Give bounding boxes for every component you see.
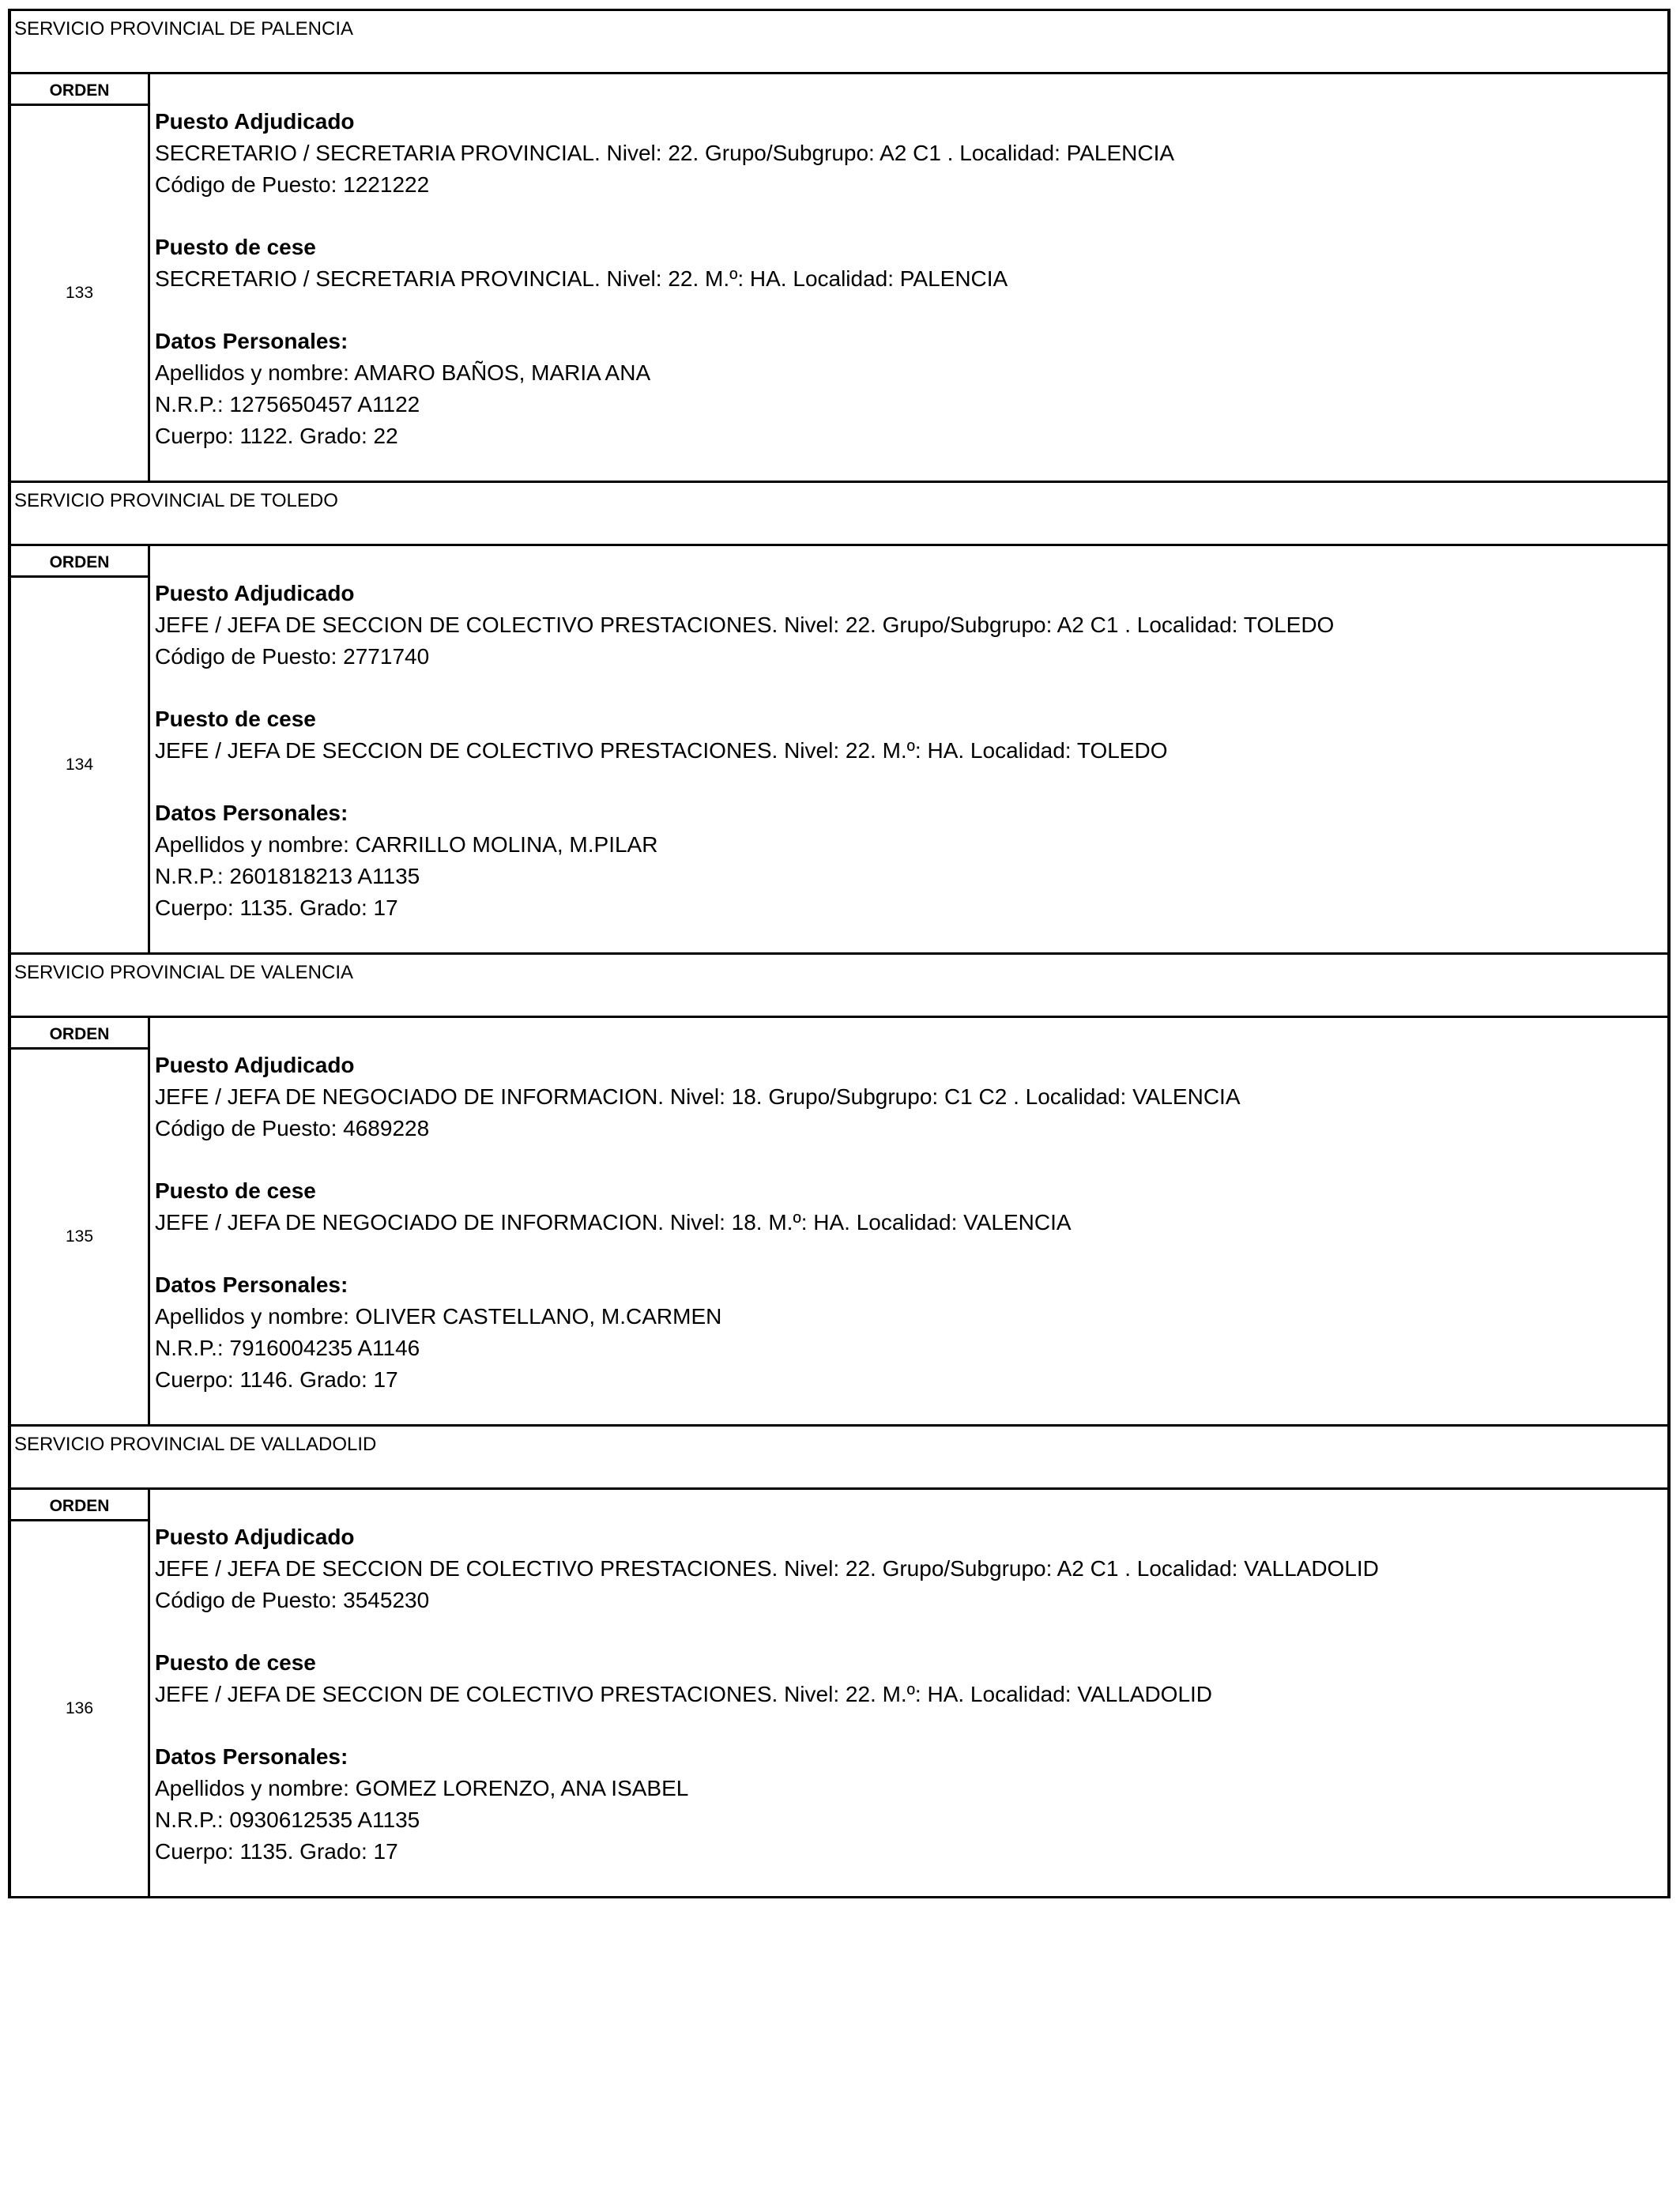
puesto-cese-line: JEFE / JEFA DE NEGOCIADO DE INFORMACION. Nivel: 18. M.º: HA. Localidad: VALENCIA [155,1210,1072,1235]
puesto-adjudicado-line: JEFE / JEFA DE SECCION DE COLECTIVO PRESTACIONES. Nivel: 22. Grupo/Subgrupo: A2 C1 . Localidad: TOLEDO [155,613,1335,637]
entry-row [11,1018,1667,1427]
orden-number: 135 [65,1227,94,1246]
entry-content [155,578,1659,924]
datos-personales-heading: Datos Personales: [155,801,348,825]
orden-number: 134 [65,756,94,774]
entry-content [155,1521,1659,1868]
cuerpo-line: Cuerpo: 1135. Grado: 17 [155,895,398,920]
cuerpo-line: Cuerpo: 1146. Grado: 17 [155,1367,398,1392]
puesto-cese-heading: Puesto de cese [155,1650,316,1675]
puesto-adjudicado-heading: Puesto Adjudicado [155,1525,355,1549]
entry-content [155,106,1659,452]
section-toledo [11,483,1667,955]
puesto-adjudicado-heading: Puesto Adjudicado [155,581,355,605]
orden-column [11,74,150,481]
orden-number: 133 [65,284,94,302]
orden-header: ORDEN [11,1018,148,1050]
puesto-cese-line: JEFE / JEFA DE SECCION DE COLECTIVO PRESTACIONES. Nivel: 22. M.º: HA. Localidad: TOLEDO [155,738,1168,763]
orden-header: ORDEN [11,546,148,578]
nombre-line: Apellidos y nombre: CARRILLO MOLINA, M.PILAR [155,832,658,857]
section-palencia [11,11,1667,483]
codigo-puesto-line: Código de Puesto: 1221222 [155,172,430,197]
orden-header: ORDEN [11,74,148,106]
section-title: SERVICIO PROVINCIAL DE TOLEDO [11,483,1667,546]
puesto-cese-line: SECRETARIO / SECRETARIA PROVINCIAL. Nivel: 22. M.º: HA. Localidad: PALENCIA [155,266,1008,291]
nrp-line: N.R.P.: 7916004235 A1146 [155,1336,420,1360]
entry-content [155,1050,1659,1396]
datos-personales-heading: Datos Personales: [155,1272,348,1297]
orden-column [11,1490,150,1896]
puesto-cese-heading: Puesto de cese [155,707,316,731]
orden-column [11,1018,150,1424]
puesto-cese-heading: Puesto de cese [155,1178,316,1203]
section-title: SERVICIO PROVINCIAL DE VALLADOLID [11,1427,1667,1490]
puesto-adjudicado-line: JEFE / JEFA DE SECCION DE COLECTIVO PRESTACIONES. Nivel: 22. Grupo/Subgrupo: A2 C1 . Localidad: VALLADOLID [155,1556,1379,1581]
nombre-line: Apellidos y nombre: AMARO BAÑOS, MARIA ANA [155,360,651,385]
section-valladolid [11,1427,1667,1898]
entry-row [11,546,1667,955]
section-title: SERVICIO PROVINCIAL DE PALENCIA [11,11,1667,74]
orden-number: 136 [65,1699,94,1717]
codigo-puesto-line: Código de Puesto: 4689228 [155,1116,430,1140]
nrp-line: N.R.P.: 0930612535 A1135 [155,1808,420,1832]
entry-row [11,1490,1667,1898]
entry-row [11,74,1667,483]
datos-personales-heading: Datos Personales: [155,329,348,353]
puesto-adjudicado-line: JEFE / JEFA DE NEGOCIADO DE INFORMACION. Nivel: 18. Grupo/Subgrupo: C1 C2 . Localidad: VALENCIA [155,1084,1241,1109]
puesto-adjudicado-heading: Puesto Adjudicado [155,1053,355,1077]
codigo-puesto-line: Código de Puesto: 2771740 [155,644,430,669]
nombre-line: Apellidos y nombre: OLIVER CASTELLANO, M.CARMEN [155,1304,722,1329]
orden-header: ORDEN [11,1490,148,1521]
cuerpo-line: Cuerpo: 1135. Grado: 17 [155,1839,398,1864]
document-table [8,9,1671,1898]
section-valencia [11,955,1667,1427]
nombre-line: Apellidos y nombre: GOMEZ LORENZO, ANA ISABEL [155,1776,689,1800]
cuerpo-line: Cuerpo: 1122. Grado: 22 [155,424,398,448]
codigo-puesto-line: Código de Puesto: 3545230 [155,1588,430,1612]
datos-personales-heading: Datos Personales: [155,1744,348,1769]
nrp-line: N.R.P.: 2601818213 A1135 [155,864,420,888]
nrp-line: N.R.P.: 1275650457 A1122 [155,392,420,417]
puesto-cese-line: JEFE / JEFA DE SECCION DE COLECTIVO PRESTACIONES. Nivel: 22. M.º: HA. Localidad: VALLADOLID [155,1682,1213,1706]
orden-column [11,546,150,952]
puesto-cese-heading: Puesto de cese [155,235,316,259]
section-title: SERVICIO PROVINCIAL DE VALENCIA [11,955,1667,1018]
puesto-adjudicado-line: SECRETARIO / SECRETARIA PROVINCIAL. Nivel: 22. Grupo/Subgrupo: A2 C1 . Localidad: PALENCIA [155,141,1175,165]
puesto-adjudicado-heading: Puesto Adjudicado [155,109,355,134]
